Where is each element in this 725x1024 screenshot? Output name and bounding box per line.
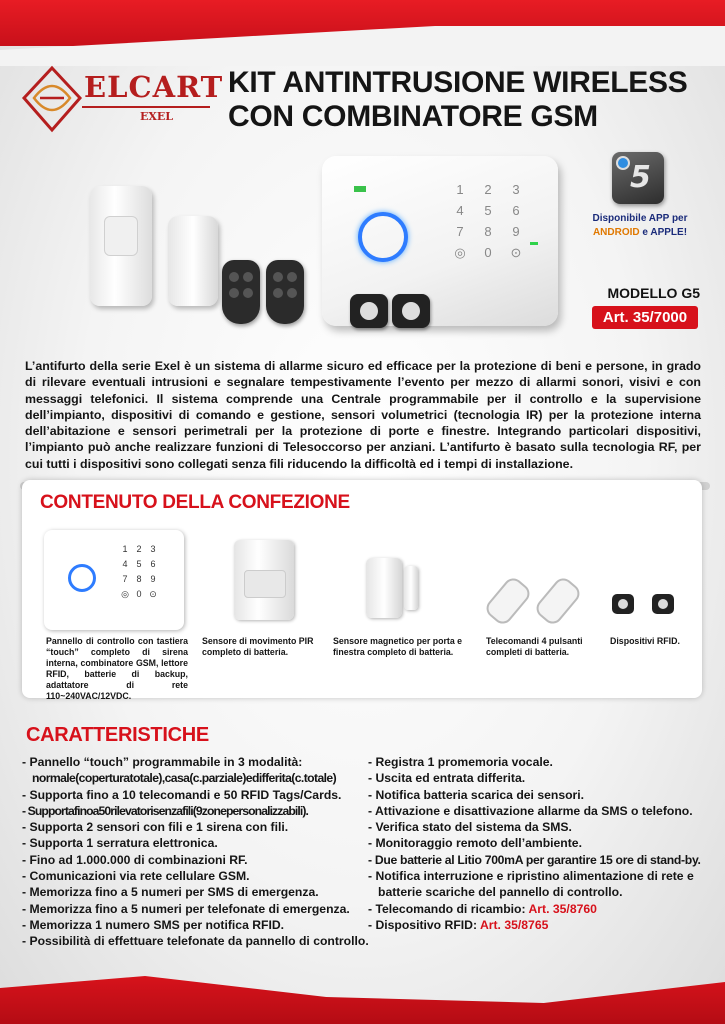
- contents-title: CONTENUTO DELLA CONFEZIONE: [40, 492, 350, 513]
- list-item: batterie scariche del pannello di controllo.: [378, 885, 623, 900]
- mini-control-panel-image: 1 2 3 4 5 6 7 8 9 ◎ 0 ⊙: [44, 530, 184, 630]
- magnetic-sensor-image: [168, 216, 218, 306]
- mini-rfid-image: [612, 594, 634, 614]
- title-line-2: CON COMBINATORE GSM: [228, 100, 598, 133]
- item-caption-pir: Sensore di movimento PIR completo di batteria.: [202, 636, 314, 657]
- item-caption-remote: Telecomandi 4 pulsanti completi di batteria.: [486, 636, 583, 657]
- rfid-tag-image: [392, 294, 430, 328]
- camera-icon: [616, 156, 630, 170]
- list-item: - Supporta 2 sensori con fili e 1 sirena con fili.: [22, 820, 289, 835]
- pir-sensor-image: [90, 186, 152, 306]
- title-line-1: KIT ANTINTRUSIONE WIRELESS: [228, 66, 688, 99]
- features-title: CARATTERISTICHE: [26, 724, 209, 746]
- list-item: - Monitoraggio remoto dell’ambiente.: [368, 836, 582, 851]
- remote-fob-image: [222, 260, 260, 324]
- list-item: - Possibilità di effettuare telefonate da pannello di controllo.: [22, 934, 369, 949]
- panel-keypad: 1 2 3 4 5 6 7 8 9 ◎ 0 ⊙: [454, 182, 522, 260]
- list-item: - Due batterie al Litio 700mA per garantire 15 ore di stand-by.: [368, 852, 701, 867]
- list-item: - Memorizza 1 numero SMS per notifica RFID.: [22, 917, 285, 932]
- list-item: - Attivazione e disattivazione allarme da SMS o telefono.: [368, 803, 693, 818]
- model-label: MODELLO G5: [607, 285, 700, 301]
- spare-remote-article: Art. 35/8760: [528, 901, 597, 916]
- elcart-logo: [20, 62, 224, 142]
- list-item: - Comunicazioni via rete cellulare GSM.: [22, 869, 250, 884]
- logo-name: ELCART: [84, 70, 224, 104]
- list-item: - Supporta fino a 10 telecomandi e 50 RFID Tags/Cards.: [22, 787, 342, 802]
- mini-magnet-image: [366, 558, 402, 618]
- item-caption-rfid: Dispositivi RFID.: [610, 636, 680, 646]
- list-item: - Notifica interruzione e ripristino alimentazione di rete e: [368, 869, 694, 884]
- list-item: - Memorizza fino a 5 numeri per telefonate di emergenza.: [22, 901, 350, 916]
- list-item: - Verifica stato del sistema da SMS.: [368, 820, 572, 835]
- rfid-tag-image: [350, 294, 388, 328]
- list-item: - Supporta 1 serratura elettronica.: [22, 836, 218, 851]
- signal-icon: [354, 186, 366, 192]
- logo-emblem-icon: [20, 64, 84, 134]
- list-item: - Registra 1 promemoria vocale.: [368, 755, 553, 769]
- list-item: - Supportafinoa50rilevatorisenzafili(9zonepersonalizzabili).: [22, 803, 308, 818]
- bottom-red-band: [0, 964, 725, 1024]
- article-badge: Art. 35/7000: [592, 306, 698, 329]
- list-item: normale(coperturatotale),casa(c.parziale)edifferita(c.totale): [32, 771, 337, 786]
- list-item: - Memorizza fino a 5 numeri per SMS di emergenza.: [22, 885, 319, 900]
- item-caption-panel: Pannello di controllo con tastiera “touch” completo di sirena interna, combinatore GSM, lettore RFID, batterie di backup, adattatore di rete 110~240VAC/12VDC.: [46, 636, 188, 701]
- list-item: - Notifica batteria scarica dei sensori.: [368, 787, 585, 802]
- panel-blue-ring: [358, 212, 408, 262]
- list-item: - Fino ad 1.000.000 di combinazioni RF.: [22, 852, 248, 867]
- item-caption-magnet: Sensore magnetico per porta e finestra completo di batteria.: [333, 636, 463, 657]
- panel-status-led: [530, 242, 538, 245]
- page-title: [228, 66, 708, 134]
- mini-rfid-image: [652, 594, 674, 614]
- app-availability: Disponibile APP per ANDROID e APPLE!: [592, 213, 688, 238]
- product-hero-image: [80, 150, 580, 350]
- rfid-article: Art. 35/8765: [479, 917, 549, 932]
- logo-divider: [82, 106, 210, 108]
- app-icon: 5: [612, 152, 664, 204]
- features-right-list: [368, 754, 708, 933]
- list-item-rfid: - Dispositivo RFID: Art. 35/8765: [368, 917, 549, 932]
- list-item-spare-remote: - Telecomando di ricambio: Art. 35/8760: [368, 901, 597, 916]
- remote-fob-image: [266, 260, 304, 324]
- mini-pir-image: [234, 540, 294, 620]
- intro-paragraph: L’antifurto della serie Exel è un sistema di allarme sicuro ed efficace per la protezione di beni e persone, in grado di rilevare eventuali intrusioni e segnalare tempestivamente l’evento per mezzo di allarmi sonori, visivi e con messaggi telefonici. Il sistema comprende una Centrale programmabile per il controllo e la supervisione dell’impianto, dispositivi di comando e gestione, sensori volumetrici (tecnologia IR) per la protezione interna dell’abitazione e sensori perimetrali per la protezione di porte e finestre. Integrando particolari dispositivi, l’impianto può anche realizzare funzioni di Telesoccorso per anziani. L’antifurto è basato sulla tecnologia RF, per cui tutti i dispositivi sono collegati senza fili riducendo la difficoltà ed i tempi di installazione.: [25, 359, 701, 471]
- list-item: - Uscita ed entrata differita.: [368, 771, 526, 786]
- mini-magnet-piece-image: [404, 566, 418, 610]
- logo-sub: EXEL: [140, 110, 174, 123]
- list-item: - Pannello “touch” programmabile in 3 modalità:: [22, 755, 303, 769]
- features-left-list: [22, 754, 369, 950]
